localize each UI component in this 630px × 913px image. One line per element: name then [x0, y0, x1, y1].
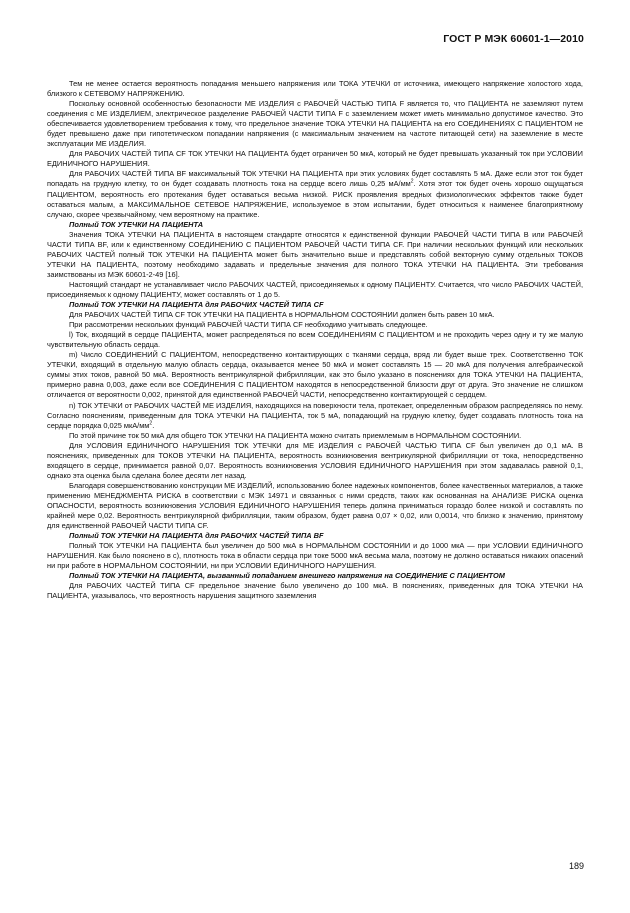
section-heading: Полный ТОК УТЕЧКИ НА ПАЦИЕНТА для РАБОЧИХ ЧАСТЕЙ ТИПА CF	[69, 300, 324, 310]
paragraph: По этой причине ток 50 мкА для общего ТОК УТЕЧКИ НА ПАЦИЕНТА можно считать приемлемым в НОРМАЛЬНОМ СОСТОЯНИИ.	[69, 430, 522, 440]
text-run: .	[152, 420, 155, 430]
paragraph: Тем не менее остается вероятность попадания меньшего напряжения или ТОКА УТЕЧКИ от источника, имеющего напряжение холостого хода, близкого к СЕТЕВОМУ НАПРЯЖЕНИЮ.	[47, 79, 583, 99]
superscript: 2	[149, 420, 153, 427]
document-body	[47, 79, 583, 601]
paragraph: Для УСЛОВИЯ ЕДИНИЧНОГО НАРУШЕНИЯ ТОК УТЕЧКИ для МЕ ИЗДЕЛИЯ с РАБОЧЕЙ ЧАСТЬЮ ТИПА CF был увеличен до 0,1 мА. В пояснениях, приведенных для ТОКОВ УТЕЧКИ НА ПАЦИЕНТА, вероятность возникновения вентрикулярной фибрилляции от тока, непосредственно входящего в сердце, принимается равной 0,07. Вероятность возникновения УСЛОВИЯ ЕДИНИЧНОГО НАРУШЕНИЯ при этом задавалась равной 0,1, однако эта оценка была сделана более десяти лет назад.	[47, 440, 583, 480]
text-run: . Хотя этот ток будет очень хорошо ощущаться ПАЦИЕНТОМ, вероятность его протекания будет оставаться весьма низкой. РИСК проявления вредных физиологических эффектов также будет оставаться малым, а МАКСИМАЛЬНОЕ СЕТЕВОЕ НАПРЯЖЕНИЕ, используемое в этом испытании, будет относиться к наименее благоприятному случаю, скорее чрезвычайному, чем вероятному на практике.	[47, 179, 583, 219]
text-run: Для РАБОЧИХ ЧАСТЕЙ ТИПА BF максимальный ТОК УТЕЧКИ НА ПАЦИЕНТА при этих условиях будет составлять 5 мА. Даже если этот ток будет попадать на грудную клетку, то он будет создавать плотность тока на сердце всего лишь 0,25 мА/мм	[47, 169, 583, 189]
paragraph: Значения ТОКА УТЕЧКИ НА ПАЦИЕНТА в настоящем стандарте относятся к единственной функции РАБОЧЕЙ ЧАСТИ ТИПА В или РАБОЧЕЙ ЧАСТИ ТИПА BF, или к единственному СОЕДИНЕНИЮ С ПАЦИЕНТОМ РАБОЧЕЙ ЧАСТИ ТИПА CF. При наличии нескольких функций или нескольких РАБОЧИХ ЧАСТЕЙ полный ТОК УТЕЧКИ НА ПАЦИЕНТА может быть значительно выше и представлять собой векторную сумму отдельных ТОКОВ УТЕЧКИ НА ПАЦИЕНТА, поэтому необходимо задавать и предельные значения для полного ТОКА УТЕЧКИ НА ПАЦИЕНТА. Эти требования заимствованы из МЭК 60601-2-49 [16].	[47, 229, 583, 279]
paragraph: Для РАБОЧИХ ЧАСТЕЙ ТИПА CF предельное значение было увеличено до 100 мкА. В пояснениях, приведенных для ТОКА УТЕЧКИ НА ПАЦИЕНТА, указывалось, что вероятность нарушения защитного заземления	[47, 581, 583, 601]
paragraph	[47, 401, 583, 431]
paragraph: При рассмотрении нескольких функций РАБОЧЕЙ ЧАСТИ ТИПА CF необходимо учитывать следующее.	[69, 320, 428, 330]
paragraph: Поскольку основной особенностью безопасности МЕ ИЗДЕЛИЯ с РАБОЧЕЙ ЧАСТЬЮ ТИПА F является то, что ПАЦИЕНТА не заземляют путем соединения с МЕ ИЗДЕЛИЕМ, электрическое разделение РАБОЧЕЙ ЧАСТИ ТИПА F с заземлением может иметь минимально допустимое качество. Это обеспечивается удовлетворением требования к тому, что предельное значение ТОКА УТЕЧКИ НА ПАЦИЕНТА на его СОЕДИНЕНИЯХ С ПАЦИЕНТОМ не будет превышено даже при гипотетическом попадании напряжения (с максимальным значением на частоте питающей сети) на заземление в месте эксплуатации МЕ ИЗДЕЛИЯ.	[47, 99, 583, 149]
superscript: 2	[410, 179, 414, 185]
paragraph	[47, 169, 583, 219]
paragraph: Для РАБОЧИХ ЧАСТЕЙ ТИПА CF ТОК УТЕЧКИ НА ПАЦИЕНТА будет ограничен 50 мкА, который не будет превышать указанный ток при УСЛОВИИ ЕДИНИЧНОГО НАРУШЕНИЯ.	[47, 149, 583, 169]
text-run: n) ТОК УТЕЧКИ от РАБОЧИХ ЧАСТЕЙ МЕ ИЗДЕЛИЯ, находящихся на поверхности тела, протекает, определенным образом распределяясь по нему. Согласно пояснениям, приведенным для ТОКА УТЕЧКИ НА ПАЦИЕНТА, ток 5 мА, попадающий на грудную клетку, будет создавать плотность тока на сердце порядка 0,025 мкА/мм	[47, 400, 583, 430]
page-number: 189	[568, 861, 584, 871]
document-header: ГОСТ Р МЭК 60601-1—2010	[443, 33, 584, 45]
paragraph: l) Ток, входящий в сердце ПАЦИЕНТА, может распределяться по всем СОЕДИНЕНИЯМ С ПАЦИЕНТОМ и не проходить через одну и ту же малую чувствительную область сердца.	[47, 330, 583, 350]
section-heading: Полный ТОК УТЕЧКИ НА ПАЦИЕНТА для РАБОЧИХ ЧАСТЕЙ ТИПА BF	[69, 531, 324, 541]
paragraph: Благодаря совершенствованию конструкции МЕ ИЗДЕЛИЙ, использованию более надежных компонентов, более качественных материалов, а также применению МЕНЕДЖМЕНТА РИСКА в соответствии с МЭК 14971 и связанных с ними средств, таких как основанная на АНАЛИЗЕ РИСКА оценка ОПАСНОСТИ, вероятность возникновения УСЛОВИЯ ЕДИНИЧНОГО НАРУШЕНИЯ теперь должна приниматься гораздо более низкой и составлять по крайней мере 0,02. Вероятность вентрикулярной фибрилляции, таким образом, будет равна 0,07 × 0,02, или 0,0014, что близко к значению, принятому для единственной РАБОЧЕЙ ЧАСТИ ТИПА CF.	[47, 480, 583, 531]
paragraph: Полный ТОК УТЕЧКИ НА ПАЦИЕНТА был увеличен до 500 мкА в НОРМАЛЬНОМ СОСТОЯНИИ и до 1000 мкА — при УСЛОВИИ ЕДИНИЧНОГО НАРУШЕНИЯ. Как было пояснено в с), плотность тока в области сердца при токе 5000 мкА весьма мала, поэтому не должно оставаться никаких опасений ни при работе в НОРМАЛЬНОМ СОСТОЯНИИ, ни при УСЛОВИИ ЕДИНИЧНОГО НАРУШЕНИЯ.	[47, 541, 583, 571]
paragraph: Настоящий стандарт не устанавливает число РАБОЧИХ ЧАСТЕЙ, присоединяемых к одному ПАЦИЕНТУ. Считается, что число РАБОЧИХ ЧАСТЕЙ, присоединяемых к одному ПАЦИЕНТУ, может составлять от 1 до 5.	[47, 279, 583, 299]
section-heading: Полный ТОК УТЕЧКИ НА ПАЦИЕНТА	[69, 219, 204, 229]
paragraph: Для РАБОЧИХ ЧАСТЕЙ ТИПА CF ТОК УТЕЧКИ НА ПАЦИЕНТА в НОРМАЛЬНОМ СОСТОЯНИИ должен быть равен 10 мкА.	[69, 310, 495, 320]
section-heading: Полный ТОК УТЕЧКИ НА ПАЦИЕНТА, вызванный попаданием внешнего напряжения на СОЕДИНЕНИЕ С ПАЦИЕНТОМ	[69, 571, 505, 581]
paragraph: m) Число СОЕДИНЕНИЙ С ПАЦИЕНТОМ, непосредственно контактирующих с тканями сердца, вряд ли будет выше трех. Соответственно ТОК УТЕЧКИ, входящий в отдельную малую область сердца, оказывается менее 50 мкА и может составлять 15 — 20 мкА для получения алгебраической суммы этих токов, равной 50 мкА. Вероятность вентрикулярной фибрилляции, как это было указано в пояснениях для ТОКА УТЕЧКИ НА ПАЦИЕНТА, примерно равна 0,003, даже если все СОЕДИНЕНИЯ С ПАЦИЕНТОМ находятся в непосредственной близости друг от друга. Это значение не слишком отличается от вероятности 0,002, принятой для единственной РАБОЧЕЙ ЧАСТИ, непосредственно контактирующей с сердцем.	[47, 350, 583, 400]
